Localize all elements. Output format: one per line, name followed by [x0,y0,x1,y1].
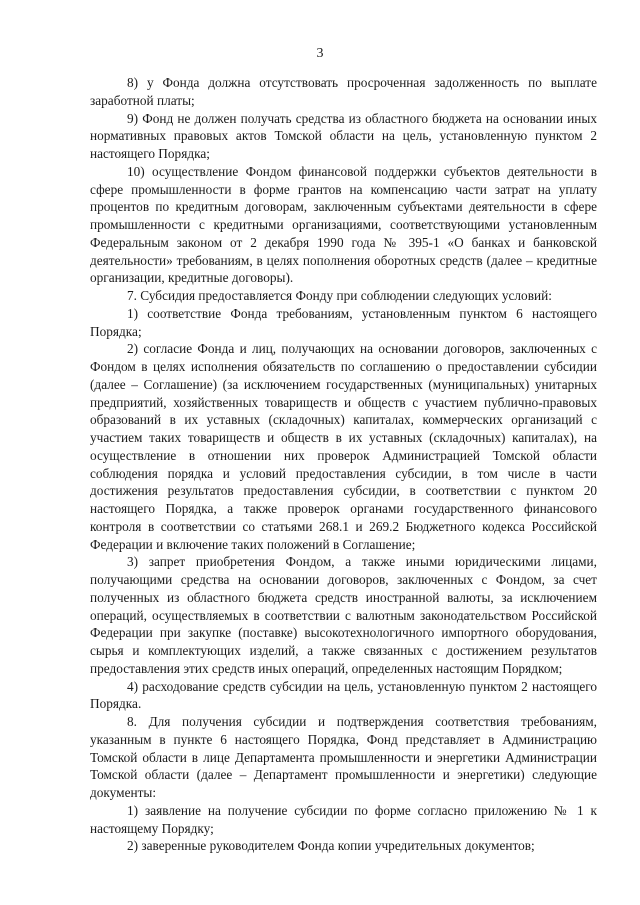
paragraph-section-7: 7. Субсидия предоставляется Фонду при соблюдении следующих условий: [127,288,552,303]
page-number: 3 [316,46,324,61]
paragraph-section-8: 8. Для получения субсидии и подтверждения соответствия требованиям, указанным в пункте 6 настоящего Порядка, Фонд представляет в Администрацию Томской области в лице Департамента промышленности и энергетики Администрации Томской области (далее – Департамент промышленности и энергетики) следующие документы: [90,714,597,800]
paragraph-condition-2: 2) согласие Фонда и лиц, получающих на основании договоров, заключенных с Фондом в целях исполнения обязательств по соглашению о предоставлении субсидии (далее – Соглашение) (за исключением государственных (муниципальных) унитарных предприятий, хозяйственных товариществ и обществ с участием публично-правовых образований в их уставных (складочных) капиталах, коммерческих организаций с участием таких товариществ и обществ в их уставных (складочных) капиталах), на осуществление в отношении них проверок Администрацией Томской области соблюдения порядка и условий предоставления субсидии, в том числе в части достижения результатов предоставления субсидии, в соответствии с пунктом 20 настоящего Порядка, а также проверок органами государственного финансового контроля в соответствии со статьями 268.1 и 269.2 Бюджетного кодекса Российской Федерации и включение таких положений в Соглашение; [90,341,597,552]
document-body [90,74,597,855]
paragraph-item-9: 9) Фонд не должен получать средства из областного бюджета на основании иных нормативных правовых актов Томской области на цель, установленную пунктом 2 настоящего Порядка; [90,110,597,161]
paragraph-document-2: 2) заверенные руководителем Фонда копии учредительных документов; [127,838,535,854]
paragraph-item-10: 10) осуществление Фондом финансовой поддержки субъектов деятельности в сфере промышленности в форме грантов на компенсацию части затрат на уплату процентов по кредитным договорам, заключенным субъектами деятельности в сфере промышленности с кредитными организациями, соответствующими установленным Федеральным законом от 2 декабря 1990 года № 395-1 «О банках и банковской деятельности» требованиям, в целях пополнения оборотных средств (далее – кредитные организации, кредитные договоры). [90,163,597,286]
paragraph-condition-3: 3) запрет приобретения Фондом, а также иными юридическими лицами, получающими средства на основании договоров, заключенных с Фондом, за счет полученных из областного бюджета средств иностранной валюты, за исключением операций, осуществляемых в соответствии с валютным законодательством Российской Федерации при закупке (поставке) высокотехнологичного импортного оборудования, сырья и комплектующих изделий, а также связанных с достижением результатов предоставления этих средств иных операций, определенных настоящим Порядком; [90,554,597,676]
paragraph-item-8: 8) у Фонда должна отсутствовать просроченная задолженность по выплате заработной платы; [90,75,597,108]
paragraph-document-1: 1) заявление на получение субсидии по форме согласно приложению № 1 к настоящему Порядку; [90,802,597,836]
paragraph-condition-4: 4) расходование средств субсидии на цель, установленную пунктом 2 настоящего Порядка. [90,678,597,712]
paragraph-condition-1: 1) соответствие Фонда требованиям, установленным пунктом 6 настоящего Порядка; [90,305,597,339]
